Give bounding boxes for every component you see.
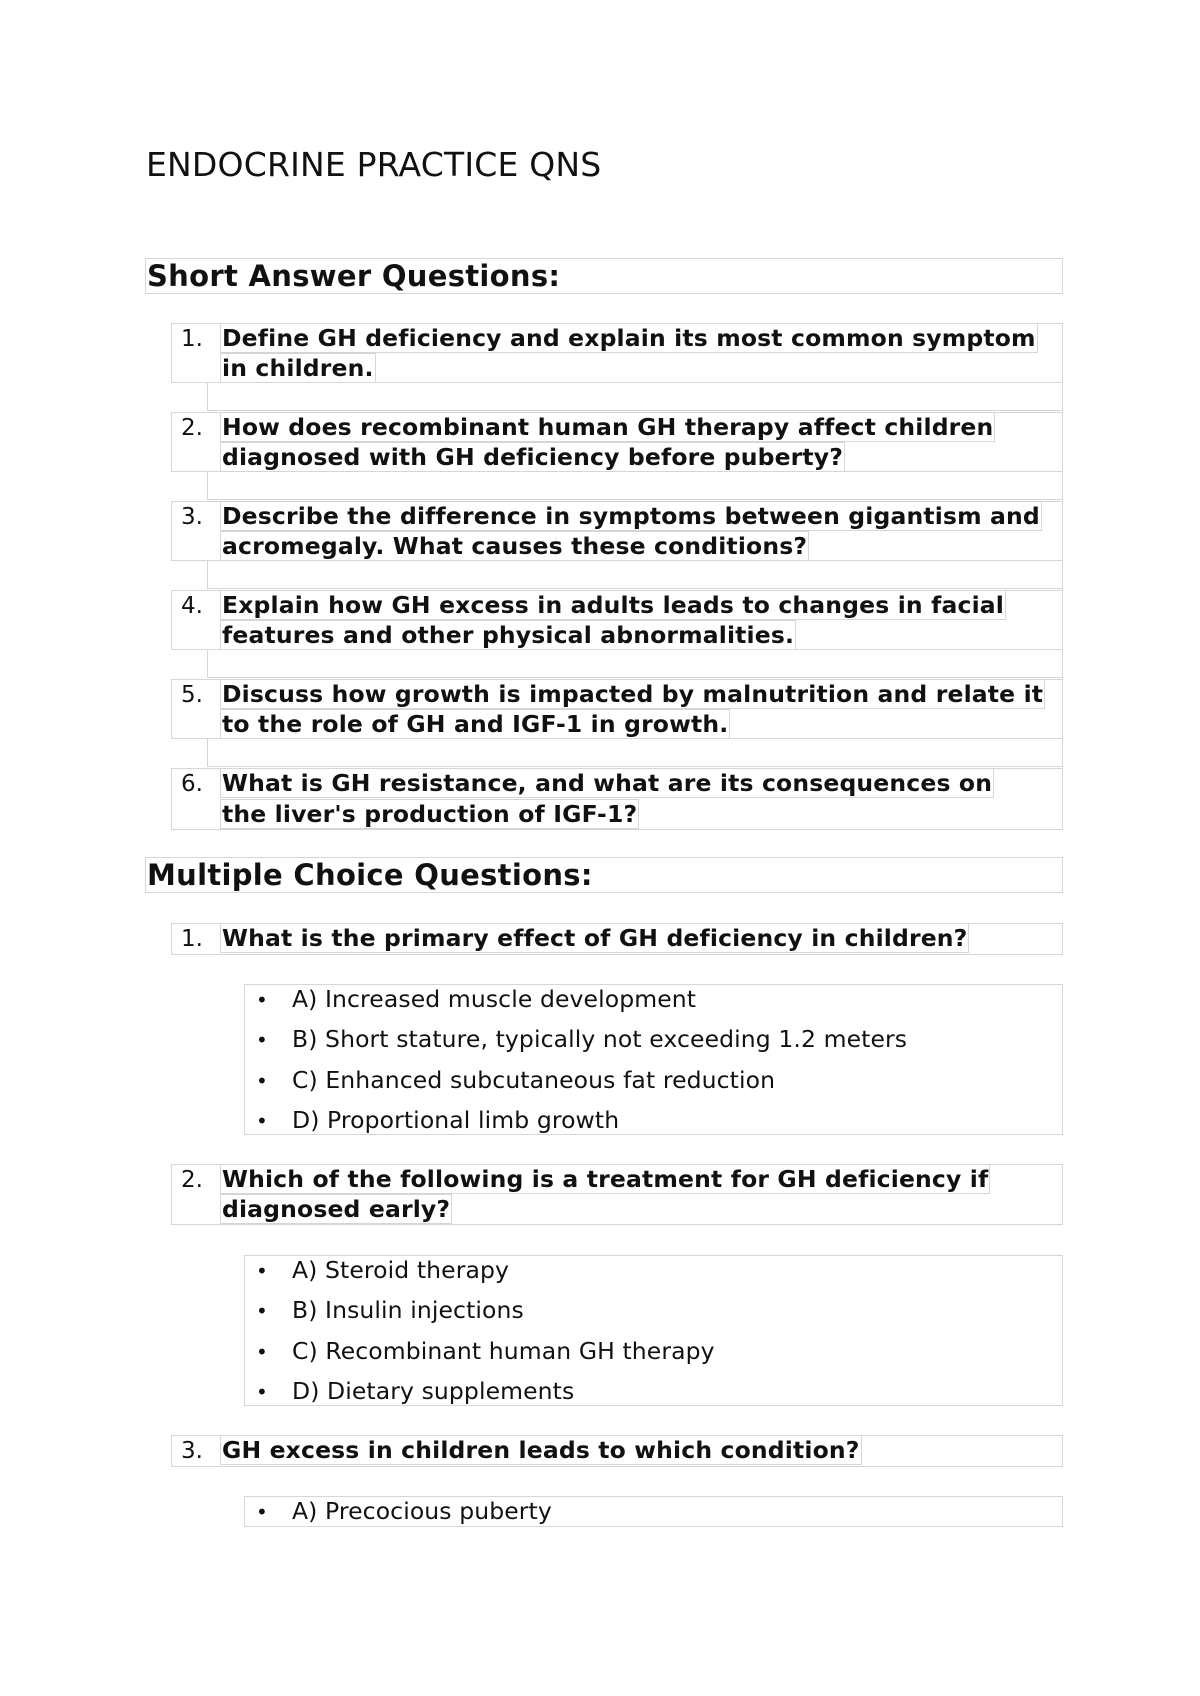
bullet-icon: • xyxy=(256,988,268,1012)
mc-question-2-line-1: Which of the following is a treatment for GH deficiency if xyxy=(222,1165,989,1193)
sa-question-1-number: 1. xyxy=(181,326,203,352)
sa-question-5-line-2: to the role of GH and IGF-1 in growth. xyxy=(222,710,729,738)
sa-question-4-line-1: Explain how GH excess in adults leads to changes in facial xyxy=(222,591,1004,619)
mc-question-2-option-b: • B) Insulin injections xyxy=(256,1296,524,1324)
mc-question-3-number: 3. xyxy=(181,1438,203,1464)
sa-gap-2 xyxy=(207,472,1063,500)
mc-question-1-option-c: • C) Enhanced subcutaneous fat reduction xyxy=(256,1066,776,1094)
sa-question-6-line-1: What is GH resistance, and what are its consequences on xyxy=(222,769,993,797)
mc-question-3-option-a: • A) Precocious puberty xyxy=(256,1497,552,1525)
bullet-icon: • xyxy=(256,1299,268,1323)
mc-question-1-line-1: What is the primary effect of GH deficiency in children? xyxy=(222,924,968,952)
mc-question-2-option-c: • C) Recombinant human GH therapy xyxy=(256,1337,715,1365)
sa-question-5-number: 5. xyxy=(181,682,203,708)
sa-question-4-line-2: features and other physical abnormalities. xyxy=(222,621,795,649)
sa-gap-4 xyxy=(207,650,1063,678)
sa-question-3-line-2: acromegaly. What causes these conditions? xyxy=(222,532,808,560)
bullet-icon: • xyxy=(256,1028,268,1052)
bullet-icon: • xyxy=(256,1069,268,1093)
bullet-icon: • xyxy=(256,1500,268,1524)
sa-gap-5 xyxy=(207,739,1063,767)
bullet-icon: • xyxy=(256,1340,268,1364)
short-answer-heading: Short Answer Questions: xyxy=(147,259,561,293)
multiple-choice-heading: Multiple Choice Questions: xyxy=(147,858,593,892)
sa-question-1-line-2: in children. xyxy=(222,354,374,382)
sa-question-6-line-2: the liver's production of IGF-1? xyxy=(222,800,638,828)
mc-question-1-number: 1. xyxy=(181,926,203,952)
sa-question-2-line-1: How does recombinant human GH therapy affect children xyxy=(222,413,994,441)
mc-question-2-option-a: • A) Steroid therapy xyxy=(256,1256,509,1284)
sa-question-2-line-2: diagnosed with GH deficiency before puberty? xyxy=(222,443,844,471)
mc-question-1-option-b: • B) Short stature, typically not exceeding 1.2 meters xyxy=(256,1025,908,1053)
bullet-icon: • xyxy=(256,1109,268,1133)
mc-question-2-line-2: diagnosed early? xyxy=(222,1195,451,1223)
mc-question-2-number: 2. xyxy=(181,1167,203,1193)
bullet-icon: • xyxy=(256,1380,268,1404)
sa-question-3-line-1: Describe the difference in symptoms between gigantism and xyxy=(222,502,1040,530)
mc-question-2-option-d: • D) Dietary supplements xyxy=(256,1377,575,1405)
bullet-icon: • xyxy=(256,1259,268,1283)
mc-question-1-option-d: • D) Proportional limb growth xyxy=(256,1106,620,1134)
sa-question-5-line-1: Discuss how growth is impacted by malnutrition and relate it xyxy=(222,680,1044,708)
sa-gap-3 xyxy=(207,561,1063,589)
mc-question-1-option-a: • A) Increased muscle development xyxy=(256,985,697,1013)
sa-question-3-number: 3. xyxy=(181,504,203,530)
sa-gap-1 xyxy=(207,383,1063,411)
sa-question-6-number: 6. xyxy=(181,771,203,797)
sa-question-1-line-1: Define GH deficiency and explain its most common symptom xyxy=(222,324,1036,352)
sa-question-4-number: 4. xyxy=(181,593,203,619)
document-title: ENDOCRINE PRACTICE QNS xyxy=(146,145,602,184)
mc-question-3-line-1: GH excess in children leads to which condition? xyxy=(222,1436,860,1464)
sa-question-2-number: 2. xyxy=(181,415,203,441)
